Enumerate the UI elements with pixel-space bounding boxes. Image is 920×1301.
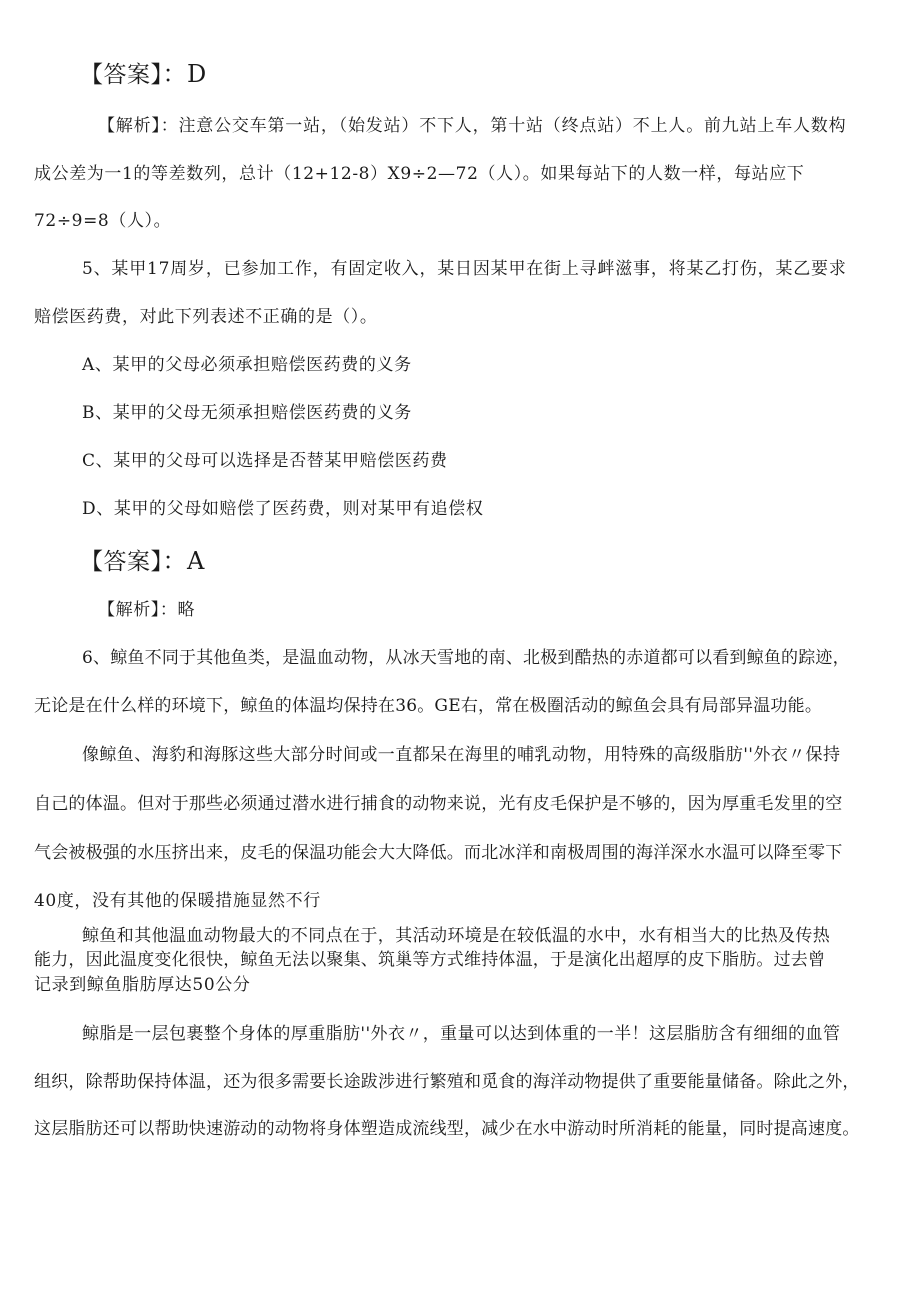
- q5-option-c: C、某甲的父母可以选择是否替某甲赔偿医药费: [82, 451, 448, 471]
- q6-line-8: 能力，因此温度变化很快，鲸鱼无法以聚集、筑巢等方式维持体温，于是演化出超厚的皮下脂肪。过去曾: [34, 950, 826, 970]
- q6-line-12: 这层脂肪还可以帮助快速游动的动物将身体塑造成流线型，减少在水中游动时所消耗的能量，同时提高速度。: [34, 1119, 860, 1139]
- q6-line-5: 气会被极强的水压挤出来，皮毛的保温功能会大大降低。而北冰洋和南极周围的海洋深水水温可以降至零下: [34, 843, 843, 863]
- q5-answer: [80, 547, 205, 576]
- q4-answer: [80, 60, 207, 89]
- answer-label: 【答案】: [80, 549, 163, 575]
- q6-line-10: 鲸脂是一层包裹整个身体的厚重脂肪''外衣〃，重量可以达到体重的一半！这层脂肪含有细细的血管: [82, 1024, 841, 1044]
- q6-line-4: 自己的体温。但对于那些必须通过潜水进行捕食的动物来说，光有皮毛保护是不够的，因为厚重毛发里的空: [34, 794, 843, 814]
- q5-option-b: B、某甲的父母无须承担赔偿医药费的义务: [82, 403, 412, 423]
- q6-line-6: 40度，没有其他的保暖措施显然不行: [34, 891, 321, 911]
- q6-line-11: 组织，除帮助保持体温，还为很多需要长途跋涉进行繁殖和觅食的海洋动物提供了重要能量储备。除此之外，: [34, 1072, 860, 1092]
- q5-analysis: 【解析】：略: [98, 600, 196, 620]
- q5-stem-line-2: 赔偿医药费，对此下列表述不正确的是（）。: [34, 307, 378, 327]
- q6-line-2: 无论是在什么样的环境下，鲸鱼的体温均保持在36。GE右，常在极圈活动的鲸鱼会具有局部异温功能。: [34, 696, 823, 716]
- q4-analysis-line-1: 【解析】：注意公交车第一站，（始发站）不下人，第十站（终点站）不上人。前九站上车人数构: [98, 116, 847, 136]
- q5-option-a: A、某甲的父母必须承担赔偿医药费的义务: [82, 355, 412, 375]
- q5-stem-line-1: 5、某甲17周岁，已参加工作，有固定收入，某日因某甲在街上寻衅滋事，将某乙打伤，某乙要求: [82, 259, 847, 279]
- q6-line-7: 鲸鱼和其他温血动物最大的不同点在于，其活动环境是在较低温的水中，水有相当大的比热及传热: [82, 926, 831, 946]
- q6-line-1: 6、鲸鱼不同于其他鱼类，是温血动物，从冰天雪地的南、北极到酷热的赤道都可以看到鲸鱼的踪迹，: [82, 648, 850, 668]
- answer-value: ：A: [162, 547, 205, 575]
- q4-analysis-line-3: 72÷9=8（人）。: [34, 211, 172, 231]
- answer-value: ：D: [162, 60, 207, 88]
- answer-label: 【答案】: [80, 62, 163, 88]
- q6-line-9: 记录到鲸鱼脂肪厚达50公分: [34, 975, 251, 995]
- q5-option-d: D、某甲的父母如赔偿了医药费，则对某甲有追偿权: [82, 499, 484, 519]
- q6-line-3: 像鲸鱼、海豹和海豚这些大部分时间或一直都呆在海里的哺乳动物，用特殊的高级脂肪''外衣〃保持: [82, 745, 841, 765]
- q4-analysis-line-2: 成公差为一1的等差数列，总计（12+12-8）X9÷2—72（人）。如果每站下的人数一样，每站应下: [34, 164, 805, 184]
